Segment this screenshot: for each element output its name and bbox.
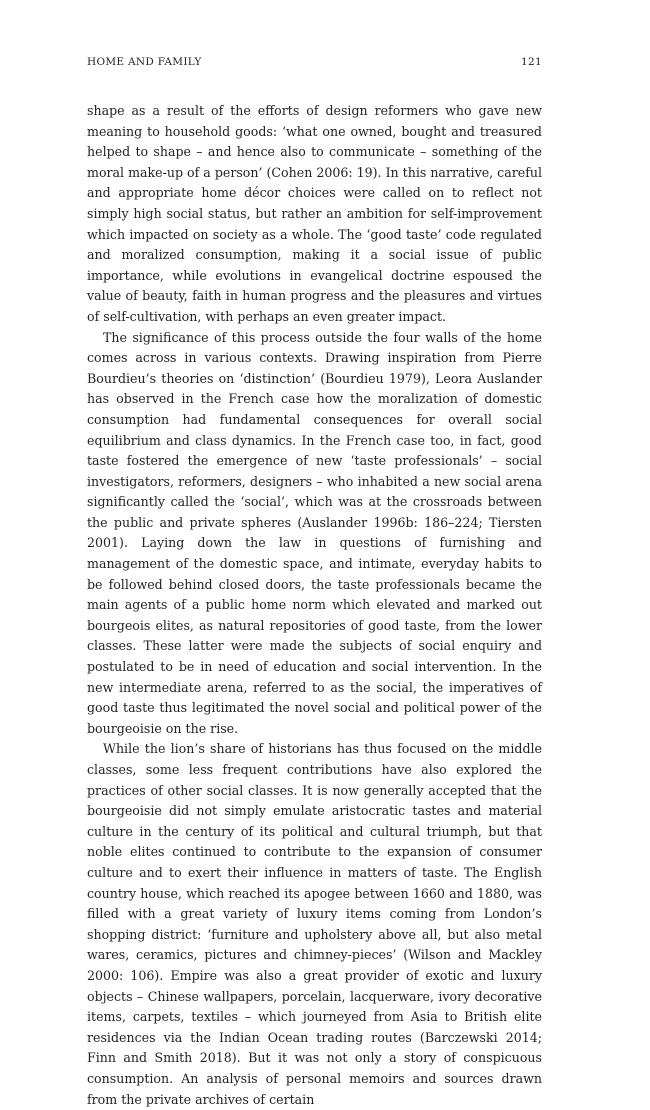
paragraph-3: While the lion’s share of historians has thus focused on the middle classes, some less frequent contributions have also explored the practices of other social classes. It is now generally accepted that the bourgeoisie did not simply emulate aristocratic tastes and material culture in the century of its political and cultural triumph, but that noble elites continued to contribute to the expansion of consumer culture and to exert their influence in matters of taste. The English country house, which reached its apogee between 1660 and 1880, was filled with a great variety of luxury items coming from London’s shopping district: ‘furniture and upholstery above all, but also metal wares, ceramics, pictures and chimney-pieces’ (Wilson and Mackley 2000: 106). Empire was also a great provider of exotic and luxury objects – Chinese wallpapers, porcelain, lacquerware, ivory decorative items, carpets, textiles – which journeyed from Asia to British elite residences via the Indian Ocean trading routes (Barczewski 2014; Finn and Smith 2018). But it was not only a story of conspicuous consumption. An analysis of personal memoirs and sources drawn from the private archives of certain — [87, 741, 542, 1107]
body-text — [87, 101, 542, 1110]
section-title: HOME AND FAMILY — [87, 56, 202, 68]
paragraph-1: shape as a result of the efforts of design reformers who gave new meaning to household goods: ‘what one owned, bought and treasured helped to shape – and hence also to communicate – something of the moral make-up of a person’ (Cohen 2006: 19). In this narrative, careful and appropriate home décor choices were called on to reflect not simply high social status, but rather an ambition for self-improvement which impacted on society as a whole. The ‘good taste’ code regulated and moralized consumption, making it a social issue of public importance, while evolutions in evangelical doctrine espoused the value of beauty, faith in human progress and the pleasures and virtues of self-cultivation, with perhaps an even greater impact. — [87, 103, 542, 324]
paragraph-2: The significance of this process outside the four walls of the home comes across in various contexts. Drawing inspiration from Pierre Bourdieu’s theories on ‘distinction’ (Bourdieu 1979), Leora Auslander has observed in the French case how the moralization of domestic consumption had fundamental consequences for overall social equilibrium and class dynamics. In the French case too, in fact, good taste fostered the emergence of new ‘taste professionals’ – social investigators, reformers, designers – who inhabited a new social arena significantly called the ‘social’, which was at the crossroads between the public and private spheres (Auslander 1996b: 186–224; Tiersten 2001). Laying down the law in questions of furnishing and management of the domestic space, and intimate, everyday habits to be followed behind closed doors, the taste professionals became the main agents of a public home norm which elevated and marked out bourgeois elites, as natural repositories of good taste, from the lower classes. These latter were made the subjects of social enquiry and postulated to be in need of education and social intervention. In the new intermediate arena, referred to as the social, the imperatives of good taste thus legitimated the novel social and political power of the bourgeoisie on the rise. — [87, 329, 542, 736]
page-number: 121 — [521, 56, 542, 68]
running-header — [87, 56, 542, 68]
